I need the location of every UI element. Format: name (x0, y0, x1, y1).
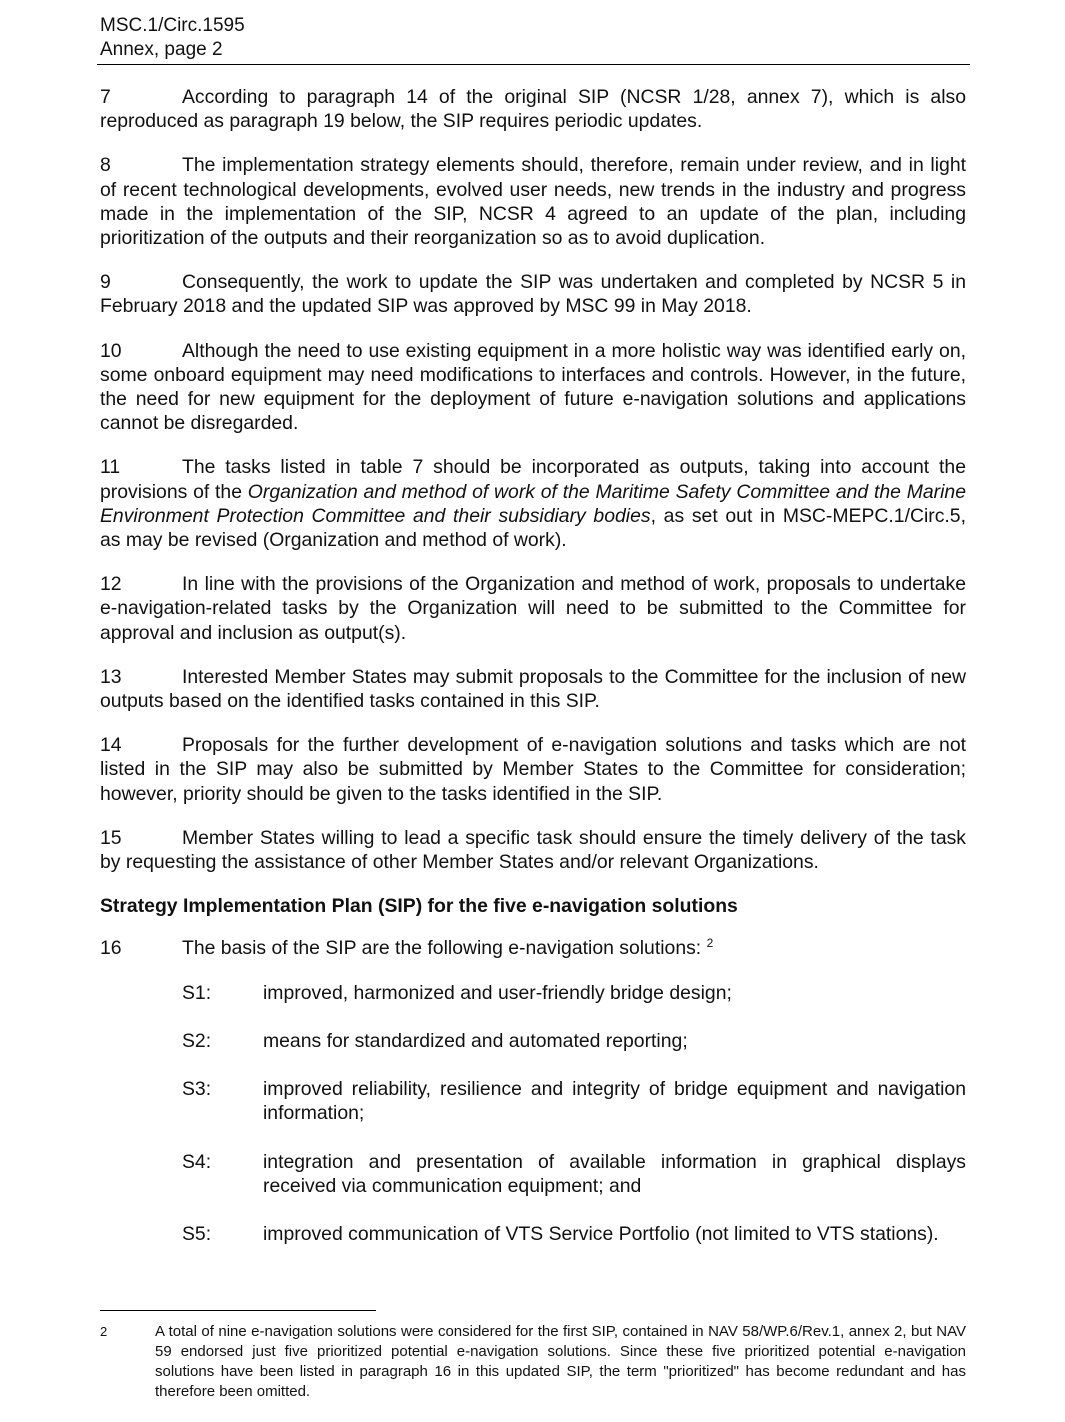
solution-code: S2: (182, 1029, 212, 1052)
solution-code: S5: (182, 1222, 212, 1245)
solution-text: means for standardized and automated reporting; (263, 1029, 688, 1052)
document-symbol: MSC.1/Circ.1595 (100, 15, 245, 36)
annex-page-label: Annex, page 2 (100, 39, 223, 60)
paragraph-12 (100, 572, 966, 645)
solution-item (100, 1029, 966, 1053)
paragraph-text: Interested Member States may submit proposals to the Committee for the inclusion of new outputs based on the identified tasks contained in this SIP. (100, 665, 966, 713)
paragraph-text-start: The tasks listed in table 7 should be incorporated as outputs, taking into account the provisions of the (100, 456, 966, 503)
solutions-list (100, 981, 966, 1246)
paragraph-7 (100, 85, 966, 133)
solution-text: improved reliability, resilience and integrity of bridge equipment and navigation information; (263, 1078, 966, 1125)
footnote-text: A total of nine e-navigation solutions were considered for the first SIP, contained in NAV 58/WP.6/Rev.1, annex 2, but NAV 59 endorsed just five prioritized potential e-navigation solutions. Since these five prioritized potential e-navigation solutions have been listed in paragraph 16 in this updated SIP, the term "prioritized" has become redundant and has therefore been omitted. (155, 1323, 966, 1400)
footnote-number: 2 (100, 1324, 108, 1339)
paragraph-text: Proposals for the further development of e-navigation solutions and tasks which are not listed in the SIP may also be submitted by Member States to the Committee for consideration; however, priority should be given to the tasks identified in the SIP. (100, 734, 966, 805)
paragraph-16 (100, 936, 966, 960)
solution-text: improved, harmonized and user-friendly bridge design; (263, 981, 732, 1004)
paragraph-text: In line with the provisions of the Organization and method of work, proposals to undertake e-navigation-related tasks by the Organization will need to be submitted to the Committee for approval and inclusion as output(s). (100, 573, 966, 644)
paragraph-10 (100, 339, 966, 436)
paragraph-13 (100, 665, 966, 713)
paragraph-number: 8 (100, 154, 111, 177)
solution-item (100, 1077, 966, 1125)
paragraph-9 (100, 270, 966, 318)
solution-item (100, 1222, 966, 1246)
solution-code: S4: (182, 1150, 212, 1173)
paragraph-text: Member States willing to lead a specific task should ensure the timely delivery of the task by requesting the assistance of other Member States and/or relevant Organizations. (100, 826, 966, 874)
solution-item (100, 981, 966, 1005)
paragraph-number: 7 (100, 86, 111, 108)
page-header (100, 14, 970, 62)
paragraph-number: 15 (100, 826, 122, 849)
paragraph-15 (100, 826, 966, 874)
document-body (100, 85, 966, 1270)
paragraph-text: Consequently, the work to update the SIP was undertaken and completed by NCSR 5 in February 2018 and the updated SIP was approved by MSC 99 in May 2018. (100, 271, 966, 318)
paragraph-number: 12 (100, 573, 122, 596)
footnote-reference[interactable]: 2 (706, 936, 714, 951)
document-title-italic: Organization and method of work of the Maritime Safety Committee and the Marine Environment Protection Committee and their subsidiary bodies (100, 480, 966, 527)
paragraph-number: 9 (100, 271, 111, 294)
footnote (100, 1322, 966, 1402)
paragraph-8 (100, 153, 966, 250)
paragraph-text: The basis of the SIP are the following e-navigation solutions: (182, 937, 702, 960)
paragraph-text-end: , as set out in MSC-MEPC.1/Circ.5, as may be revised (Organization and method of work). (100, 504, 966, 552)
paragraph-14 (100, 733, 966, 806)
solution-text: improved communication of VTS Service Portfolio (not limited to VTS stations). (263, 1222, 939, 1245)
solution-code: S3: (182, 1078, 212, 1101)
footnote-divider (100, 1310, 376, 1311)
paragraph-number: 16 (100, 937, 122, 960)
paragraph-number: 14 (100, 734, 122, 757)
paragraph-11 (100, 455, 966, 552)
paragraph-text: Although the need to use existing equipment in a more holistic way was identified early on, some onboard equipment may need modifications to interfaces and controls. However, in the future, the need for new equipment for the deployment of future e-navigation solutions and applications cannot be disregarded. (100, 339, 966, 435)
solution-code: S1: (182, 981, 212, 1004)
paragraph-number: 10 (100, 339, 122, 362)
solution-item (100, 1150, 966, 1198)
paragraph-number: 11 (100, 456, 121, 479)
paragraph-number: 13 (100, 665, 122, 688)
header-divider (97, 64, 970, 65)
section-heading: Strategy Implementation Plan (SIP) for the five e-navigation solutions (100, 895, 738, 918)
solution-text: integration and presentation of available information in graphical displays received via communication equipment; and (263, 1150, 966, 1197)
paragraph-text: The implementation strategy elements should, therefore, remain under review, and in light of recent technological developments, evolved user needs, new trends in the industry and progress made in the implementation of the SIP, NCSR 4 agreed to an update of the plan, including prioritization of the outputs and their reorganization so as to avoid duplication. (100, 154, 966, 250)
paragraph-text: According to paragraph 14 of the original SIP (NCSR 1/28, annex 7), which is also reproduced as paragraph 19 below, the SIP requires periodic updates. (100, 86, 966, 133)
